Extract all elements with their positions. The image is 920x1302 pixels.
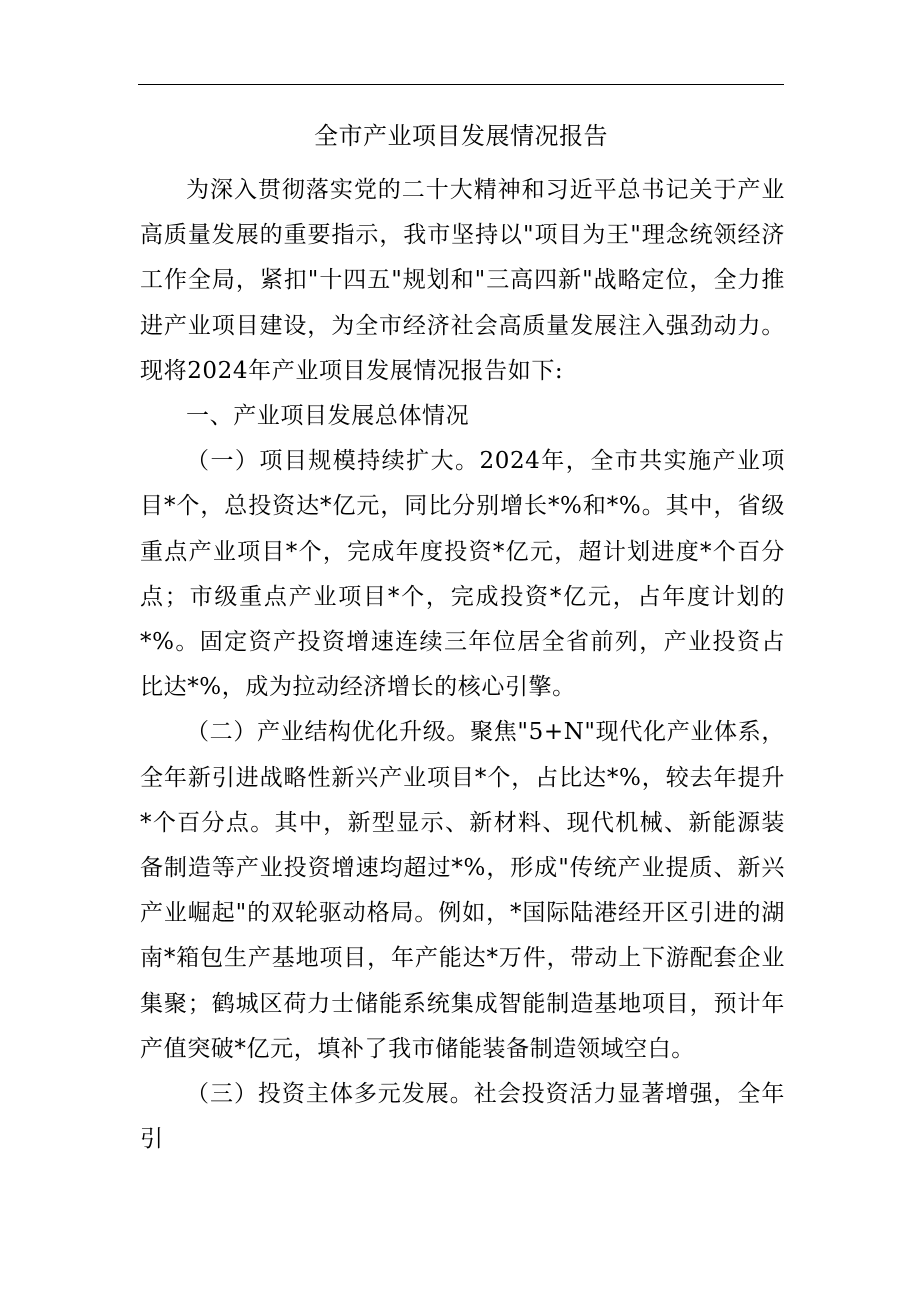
paragraph-industry-structure: （二）产业结构优化升级。聚焦"5+N"现代化产业体系，全年新引进战略性新兴产业项目*个，占比达*%，较去年提升*个百分点。其中，新型显示、新材料、现代机械、新能源装备制造等产业投资增速均超过*%，形成"传统产业提质、新兴产业崛起"的双轮驱动格局。例如，*国际陆港经开区引进的湖南*箱包生产基地项目，年产能达*万件，带动上下游配套企业集聚；鹤城区荷力士储能系统集成智能制造基地项目，预计年产值突破*亿元，填补了我市储能装备制造领域空白。 xyxy=(140,719,785,1062)
document-title: 全市产业项目发展情况报告 xyxy=(314,122,608,150)
intro-paragraph: 为深入贯彻落实党的二十大精神和习近平总书记关于产业高质量发展的重要指示，我市坚持以"项目为王"理念统领经济工作全局，紧扣"十四五"规划和"三高四新"战略定位，全力推进产业项目建设，为全市经济社会高质量发展注入强劲动力。现将2024年产业项目发展情况报告如下: xyxy=(140,177,785,384)
section-heading: 一、产业项目发展总体情况 xyxy=(186,403,470,430)
header-rule xyxy=(138,84,784,85)
paragraph-project-scale: （一）项目规模持续扩大。2024年，全市共实施产业项目*个，总投资达*亿元，同比分别增长*%和*%。其中，省级重点产业项目*个，完成年度投资*亿元，超计划进度*个百分点；市级重点产业项目*个，完成投资*亿元，占年度计划的*%。固定资产投资增速连续三年位居全省前列，产业投资占比达*%，成为拉动经济增长的核心引擎。 xyxy=(140,448,785,701)
document-body xyxy=(140,168,785,1162)
paragraph-investment-entities: （三）投资主体多元发展。社会投资活力显著增强，全年引 xyxy=(140,1081,785,1153)
